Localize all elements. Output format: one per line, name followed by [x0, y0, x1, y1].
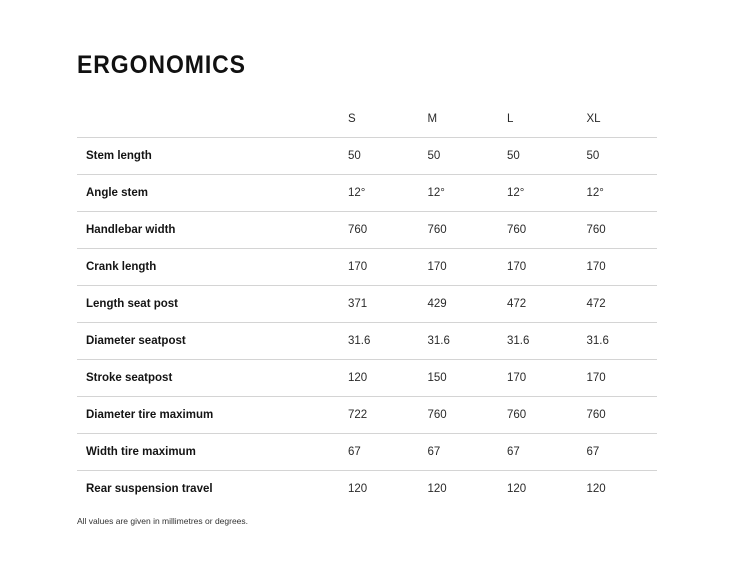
table-cell: 170	[419, 249, 499, 286]
table-cell: 170	[498, 249, 578, 286]
row-label: Handlebar width	[77, 212, 339, 249]
table-cell: 120	[427, 483, 447, 495]
table-cell: 722	[339, 397, 419, 434]
table-cell: 150	[419, 360, 499, 397]
table-cell: 170	[498, 360, 578, 397]
row-label: Crank length	[77, 249, 339, 286]
table-cell: 120	[348, 483, 368, 495]
table-cell: 31.6	[339, 323, 419, 360]
table-cell: 12°	[419, 175, 499, 212]
header-size-s: S	[339, 100, 419, 138]
table-cell: 50	[339, 138, 419, 175]
table-cell: 12°	[498, 175, 578, 212]
table-cell: 760	[339, 212, 419, 249]
row-label: Length seat post	[77, 286, 339, 323]
table-row	[77, 434, 657, 471]
row-label: Width tire maximum	[77, 434, 339, 471]
row-label: Stroke seatpost	[77, 360, 339, 397]
table-row	[77, 360, 657, 397]
table-cell: 67	[339, 434, 419, 471]
header-size-m: M	[419, 100, 499, 138]
table-row	[77, 249, 657, 286]
row-label: Diameter seatpost	[77, 323, 339, 360]
table-cell: 760	[498, 212, 578, 249]
table-cell: 760	[578, 397, 658, 434]
table-row	[77, 212, 657, 249]
table-cell: 120	[339, 360, 419, 397]
row-label: Rear suspension travel	[86, 483, 213, 495]
table-cell: 50	[419, 138, 499, 175]
table-cell: 12°	[339, 175, 419, 212]
footnote: All values are given in millimetres or degrees.	[77, 516, 249, 526]
table-row	[77, 323, 657, 360]
section-title: ERGONOMICS	[77, 51, 246, 79]
table-cell: 31.6	[419, 323, 499, 360]
table-row	[77, 471, 657, 508]
table-cell: 67	[498, 434, 578, 471]
table-cell: 429	[419, 286, 499, 323]
table-cell: 67	[578, 434, 658, 471]
header-label-cell	[77, 100, 339, 138]
table-cell: 760	[419, 397, 499, 434]
table-row	[77, 397, 657, 434]
table-header-row	[77, 100, 657, 138]
table-cell: 50	[578, 138, 658, 175]
table-cell: 760	[578, 212, 658, 249]
header-size-l: L	[498, 100, 578, 138]
header-size-xl: XL	[578, 100, 658, 138]
table-cell: 50	[498, 138, 578, 175]
table-cell: 170	[578, 249, 658, 286]
table-row	[77, 138, 657, 175]
table-cell: 371	[339, 286, 419, 323]
ergonomics-table	[77, 100, 657, 507]
table-cell: 67	[419, 434, 499, 471]
table-cell: 170	[339, 249, 419, 286]
row-label: Angle stem	[77, 175, 339, 212]
table-cell: 120	[507, 483, 527, 495]
table-cell: 760	[419, 212, 499, 249]
table-cell: 472	[578, 286, 658, 323]
row-label: Stem length	[77, 138, 339, 175]
table-cell: 472	[498, 286, 578, 323]
table-cell: 12°	[578, 175, 658, 212]
table-row	[77, 286, 657, 323]
table-row	[77, 175, 657, 212]
table-cell: 120	[586, 483, 606, 495]
table-cell: 760	[498, 397, 578, 434]
table-cell: 170	[578, 360, 658, 397]
table-cell: 31.6	[578, 323, 658, 360]
row-label: Diameter tire maximum	[77, 397, 339, 434]
table-cell: 31.6	[498, 323, 578, 360]
